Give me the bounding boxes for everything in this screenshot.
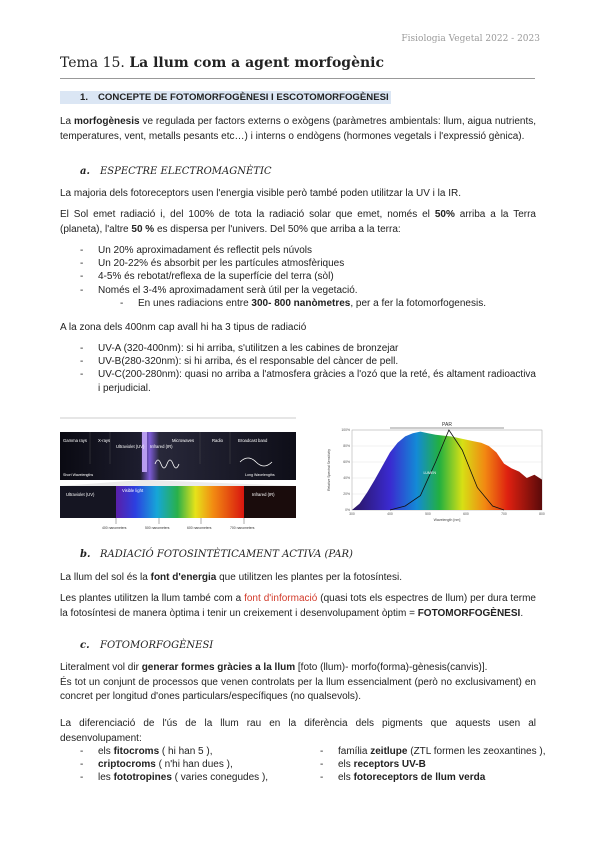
list-item: - Un 20-22% és absorbit per les partícules atmosfèriques [80, 257, 536, 270]
course-header: Fisiologia Vegetal 2022 - 2023 [401, 34, 540, 44]
y-tick-label: 0% [345, 508, 350, 513]
para-a2-t2: arriba a la Terra (planeta), l'altre [60, 209, 536, 235]
intro-rest: ve regulada per factors externs o exògens (paràmetres ambientals: llum, aigua nutrients, temperatures, vent, metalls pesants etc…) i interns o endògens (hormones vegetals i l'expressió gènica). [60, 116, 536, 142]
list-item: - Un 20% aproximadament és reflectit pels núvols [80, 244, 536, 257]
para-b2-t2: (quasi tots els espectres de llum) per dura terme la fotosíntesi de manera òptima i tenir un creixement i desenvolupament òptim = [60, 593, 536, 619]
long-wavelength-label: Long Wavelengths [245, 473, 275, 477]
para-b1-t1: La llum del sol és la [60, 572, 151, 583]
list-item: - 4-5% és rebotat/reflexa de la superfície del terra (sòl) [80, 270, 536, 283]
y-tick-label: 40% [343, 476, 350, 481]
pig-post: ( n'hi han dues ), [155, 759, 233, 771]
y-tick-label: 60% [343, 460, 350, 465]
y-axis-label: Relative Spectral Sensitivity [327, 449, 331, 491]
list-item [80, 758, 320, 771]
list-item: - UV-C(200-280nm): quasi no arriba a l'atmosfera gràcies a l'ozó que la reté, és altament radioactiva i perjudicial. [80, 368, 536, 394]
section-1-title: CONCEPTE DE FOTOMORFOGÈNESI I ESCOTOMORFOGÈNESI [98, 92, 389, 103]
band-label: Gamma rays [63, 438, 87, 443]
list-item: - UV-B(280-320nm): si hi arriba, és el responsable del càncer de pell. [80, 355, 536, 368]
title-main: La llum com a agent morfogènic [129, 55, 385, 71]
subheading-c-letter: c. [80, 640, 90, 651]
subheading-c-title: FOTOMORFOGÈNESI [100, 640, 214, 651]
subheading-a-letter: a. [80, 166, 90, 177]
para-a2-t1: El Sol emet radiació i, del 100% de tota la radiació solar que emet, només el [60, 209, 435, 220]
pigments-list-right [320, 745, 550, 785]
para-b1-t2: que utilitzen les plantes per la fotosíntesi. [216, 572, 402, 583]
section-1-number: 1. [80, 92, 89, 103]
page-title [60, 55, 384, 71]
band-label: Microwaves [172, 438, 195, 443]
x-tick-label: 400 [387, 512, 393, 516]
x-tick-label: 700 [501, 512, 507, 516]
para-b2-t3: . [520, 607, 524, 619]
para-c1-bold: generar formes gràcies a la llum [141, 662, 296, 673]
pig-pre: els [98, 746, 114, 757]
band-label: X-rays [98, 438, 111, 443]
sub-b1: 300- 800 nanòmetres [251, 297, 351, 309]
pig-bold: fotoreceptors de llum verda [353, 772, 486, 784]
para-b1-b1: font d'energia [150, 572, 217, 583]
tick-label: 500 nanometers [145, 526, 170, 530]
sub-t1: En unes radiacions entre [138, 297, 252, 309]
para-a2-t3: es dispersa per l'univers. Del 50% que arriba a la terra: [154, 223, 401, 235]
band-label: Radio [212, 438, 223, 443]
intro-paragraph [60, 115, 536, 144]
lumen-annotation: LUMEN [423, 471, 437, 475]
short-wavelength-label: Short Wavelengths [63, 473, 94, 477]
subheading-a [80, 166, 272, 177]
para-a2-b1: 50% [434, 209, 455, 220]
pigments-list-left [80, 745, 320, 785]
pig-pre: família [338, 746, 371, 757]
subheading-a-title: ESPECTRE ELECTROMAGNÈTIC [100, 166, 272, 177]
para-c1-t1: Literalment vol dir [60, 662, 142, 673]
subheading-b-letter: b. [80, 549, 91, 560]
x-axis-label: Wavelength [nm] [433, 518, 461, 522]
list-item: - UV-A (320-400nm): si hi arriba, s'utilitzen a les cabines de bronzejar [80, 342, 536, 355]
tick-label: 600 nanometers [187, 526, 212, 530]
x-tick-label: 800 [539, 512, 545, 516]
intro-lead: La [60, 116, 75, 127]
y-tick-label: 20% [343, 492, 350, 497]
pig-bold: fototropines [113, 772, 172, 784]
tick-label: 400 nanometers [102, 526, 127, 530]
par-title: PAR [442, 422, 452, 428]
spectrum-figure [60, 412, 296, 536]
y-tick-label: 100% [341, 428, 350, 433]
band-label: Infrared (IR) [150, 444, 173, 449]
uv-label: Ultraviolet (UV) [66, 492, 95, 497]
para-c1-t2: [foto (llum)- morfo(forma)-gènesis(canvis)]. [295, 662, 488, 673]
para-c2: La diferenciació de l'ús de la llum rau en la diferència dels pigments que aquests usen al desenvolupament: [60, 718, 536, 744]
x-tick-label: 300 [349, 512, 355, 516]
para-a2 [60, 208, 536, 237]
band-label: Ultraviolet (UV) [116, 444, 145, 449]
pig-bold: fitocroms [113, 746, 160, 757]
para-b2-red: font d'informació [244, 593, 318, 604]
pig-post: ( varies conegudes ), [171, 772, 269, 784]
visible-band-marker [142, 432, 147, 472]
title-prefix: Tema 15. [60, 55, 125, 71]
pig-post: (ZTL formen les zeoxantines ), [407, 746, 546, 757]
tick-label: 700 nanometers [230, 526, 255, 530]
pig-bold: receptors UV-B [353, 759, 426, 771]
para-c1-t3: És tot un conjunt de processos que venen controlats per la llum essencialment (però no exclusivament) en concret per longitud d'ones particulars/específiques (no qualsevols). [60, 676, 536, 702]
pig-bold: zeitlupe [370, 746, 408, 757]
list-item [320, 758, 550, 771]
para-b2-t1: Les plantes utilitzen la llum també com a [60, 593, 245, 604]
x-tick-label: 500 [425, 512, 431, 516]
list-item: - Només el 3-4% aproximadament serà útil per la vegetació. [80, 284, 536, 297]
intro-bold: morfogènesis [74, 116, 140, 127]
para-b1 [60, 571, 536, 586]
subheading-c [80, 640, 213, 651]
list-item [80, 771, 320, 784]
x-tick-label: 600 [463, 512, 469, 516]
uv-list [80, 342, 536, 395]
visible-light-label: Visible light [122, 488, 144, 493]
list-item [80, 745, 320, 758]
list-item [320, 745, 550, 758]
par-chart [320, 412, 550, 527]
para-a3: A la zona dels 400nm cap avall hi ha 3 tipus de radiació [60, 322, 307, 333]
sub-t2: , per a fer la fotomorfogenesis. [350, 297, 486, 309]
para-b2-bold: FOTOMORFOGÈNESI [417, 607, 521, 619]
para-b2 [60, 592, 536, 621]
para-c1 [60, 661, 536, 705]
pig-pre: els [338, 759, 354, 771]
section-1-heading [60, 92, 535, 103]
list-item [320, 771, 550, 784]
subheading-b [80, 549, 353, 560]
para-a1: La majoria dels fotoreceptors usen l'energia visible però també poden utilitzar la UV i la IR. [60, 188, 462, 199]
band-label: Broadcast band [238, 438, 268, 443]
ir-label: Infrared (IR) [252, 492, 275, 497]
list-subitem [80, 297, 536, 310]
y-tick-label: 80% [343, 444, 350, 449]
subheading-b-title: RADIACIÓ FOTOSINTÈTICAMENT ACTIVA (PAR) [100, 549, 353, 560]
title-divider [60, 78, 535, 79]
pig-bold: criptocroms [98, 759, 156, 771]
pig-post: ( hi han 5 ), [159, 746, 213, 757]
para-a2-b2: 50 % [131, 223, 155, 235]
radiation-list [80, 244, 536, 310]
pig-pre: les [98, 772, 114, 784]
pig-pre: els [338, 772, 354, 784]
